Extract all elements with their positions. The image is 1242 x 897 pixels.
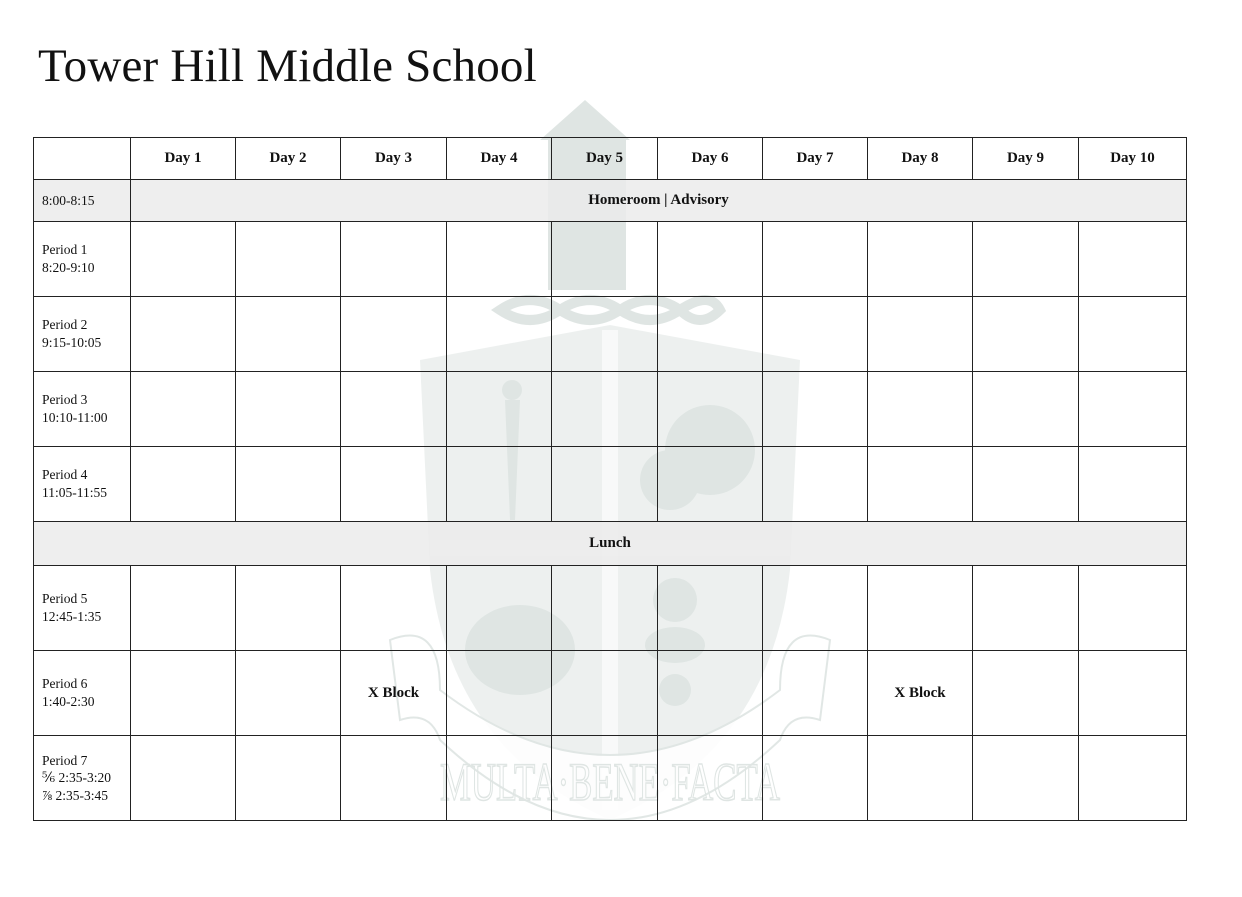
period-time: ⅚ 2:35-3:20 [42, 770, 111, 786]
period-time: 10:10-11:00 [42, 410, 108, 425]
schedule-cell [341, 222, 447, 297]
period-time: ⅞ 2:35-3:45 [42, 787, 108, 803]
period-name: Period 4 [42, 467, 88, 483]
schedule-cell [236, 372, 341, 447]
schedule-cell [1079, 447, 1187, 522]
schedule-cell [1079, 222, 1187, 297]
day-header: Day 9 [973, 138, 1079, 180]
schedule-cell [341, 372, 447, 447]
corner-cell [34, 138, 131, 180]
schedule-cell [131, 297, 236, 372]
schedule-cell [763, 651, 868, 736]
schedule-cell [552, 566, 658, 651]
lunch-label: Lunch [34, 522, 1187, 566]
x-block-cell: X Block [341, 651, 447, 736]
schedule-cell [1079, 736, 1187, 821]
schedule-cell [1079, 651, 1187, 736]
schedule-cell [341, 447, 447, 522]
schedule-cell [552, 736, 658, 821]
schedule-cell [552, 651, 658, 736]
period-label [34, 566, 131, 651]
period-row [34, 447, 1187, 522]
period-name: Period 6 [42, 676, 88, 692]
period-name: Period 2 [42, 317, 88, 333]
period-row [34, 372, 1187, 447]
day-header: Day 4 [447, 138, 552, 180]
schedule-cell [658, 447, 763, 522]
schedule-cell [973, 566, 1079, 651]
schedule-cell [552, 447, 658, 522]
day-header: Day 7 [763, 138, 868, 180]
schedule-cell [236, 447, 341, 522]
schedule-cell [973, 297, 1079, 372]
schedule-cell [868, 297, 973, 372]
period-row [34, 566, 1187, 651]
schedule-cell [447, 222, 552, 297]
period-label [34, 372, 131, 447]
period-label [34, 297, 131, 372]
schedule-cell [131, 372, 236, 447]
schedule-cell [341, 566, 447, 651]
schedule-cell [868, 222, 973, 297]
schedule-cell [447, 651, 552, 736]
period-time: 8:20-9:10 [42, 260, 95, 275]
schedule-cell [973, 651, 1079, 736]
schedule-cell [552, 297, 658, 372]
period-row [34, 736, 1187, 821]
schedule-cell [658, 222, 763, 297]
schedule-cell [763, 222, 868, 297]
schedule-cell [447, 447, 552, 522]
day-header: Day 6 [658, 138, 763, 180]
schedule-cell [763, 372, 868, 447]
schedule-cell [131, 566, 236, 651]
schedule-cell [236, 222, 341, 297]
schedule-cell [658, 736, 763, 821]
schedule-cell [763, 736, 868, 821]
schedule-cell [763, 566, 868, 651]
day-header: Day 8 [868, 138, 973, 180]
period-label [34, 222, 131, 297]
homeroom-time: 8:00-8:15 [34, 180, 131, 222]
period-time: 1:40-2:30 [42, 694, 95, 709]
schedule-cell [1079, 566, 1187, 651]
schedule-cell [447, 566, 552, 651]
period-label [34, 447, 131, 522]
schedule-cell [341, 736, 447, 821]
period-name: Period 1 [42, 242, 88, 258]
schedule-cell [973, 222, 1079, 297]
schedule-cell [236, 297, 341, 372]
period-row [34, 651, 1187, 736]
header-row [34, 138, 1187, 180]
schedule-cell [868, 566, 973, 651]
schedule-cell [131, 736, 236, 821]
period-row [34, 222, 1187, 297]
schedule-cell [131, 222, 236, 297]
schedule-cell [763, 447, 868, 522]
schedule-cell [552, 222, 658, 297]
period-time: 12:45-1:35 [42, 609, 102, 624]
schedule-cell [658, 566, 763, 651]
schedule-cell [236, 736, 341, 821]
tower-roof-icon [540, 100, 630, 140]
schedule-table [33, 137, 1187, 821]
schedule-cell [973, 447, 1079, 522]
period-label [34, 736, 131, 821]
x-block-cell: X Block [868, 651, 973, 736]
period-time: 11:05-11:55 [42, 485, 107, 500]
period-name: Period 3 [42, 392, 88, 408]
period-name: Period 7 [42, 752, 88, 768]
schedule-cell [868, 736, 973, 821]
period-label [34, 651, 131, 736]
schedule-cell [763, 297, 868, 372]
motto-text: MULTA·BENE·FACTA [440, 752, 780, 812]
schedule-cell [447, 372, 552, 447]
day-header: Day 3 [341, 138, 447, 180]
day-header: Day 5 [552, 138, 658, 180]
schedule-cell [1079, 372, 1187, 447]
period-row [34, 297, 1187, 372]
schedule-cell [236, 566, 341, 651]
schedule-cell [658, 372, 763, 447]
schedule-cell [1079, 297, 1187, 372]
schedule-cell [131, 651, 236, 736]
schedule-cell [447, 736, 552, 821]
day-header: Day 1 [131, 138, 236, 180]
period-time: 9:15-10:05 [42, 335, 102, 350]
schedule-cell [868, 372, 973, 447]
schedule-cell [236, 651, 341, 736]
schedule-cell [447, 297, 552, 372]
period-name: Period 5 [42, 591, 88, 607]
page-title: Tower Hill Middle School [38, 40, 537, 92]
schedule-cell [973, 372, 1079, 447]
schedule-cell [658, 651, 763, 736]
schedule-cell [552, 372, 658, 447]
homeroom-label: Homeroom | Advisory [131, 180, 1187, 222]
day-header: Day 10 [1079, 138, 1187, 180]
day-header: Day 2 [236, 138, 341, 180]
schedule-cell [973, 736, 1079, 821]
schedule-cell [868, 447, 973, 522]
schedule-cell [658, 297, 763, 372]
lunch-row [34, 522, 1187, 566]
schedule-cell [131, 447, 236, 522]
schedule-cell [341, 297, 447, 372]
homeroom-row [34, 180, 1187, 222]
